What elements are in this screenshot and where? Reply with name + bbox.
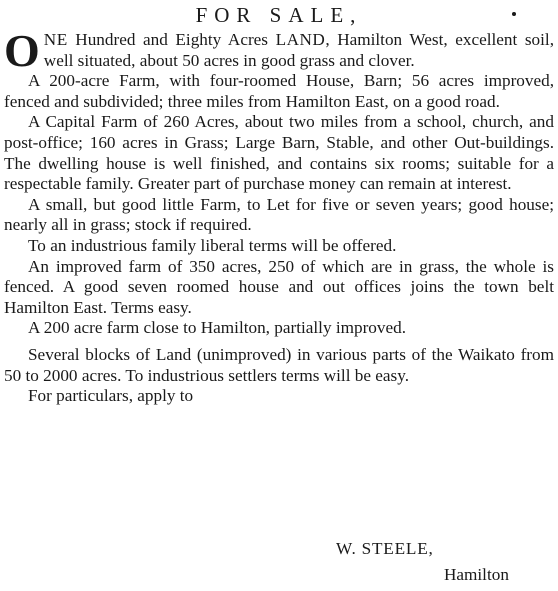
- printers-dot: [512, 12, 516, 16]
- drop-cap: O: [4, 25, 40, 76]
- paragraph-first: [4, 25, 554, 76]
- first-word-caps: NE: [43, 30, 68, 49]
- land-caps: LAND: [275, 30, 326, 49]
- paragraph-200-acre-farm: A 200-acre Farm, with four-roomed House, Barn; 56 acres improved, fenced and subdivided; three miles from Hamilton East, on a good road.: [4, 71, 554, 111]
- paragraph-improved-farm: An improved farm of 350 acres, 250 of which are in grass, the whole is fenced. A good seven roomed house and out offices joins the town belt Hamilton East. Terms easy.: [4, 256, 554, 317]
- paragraph-apply-to: For particulars, apply to: [28, 386, 194, 406]
- signature-name: W. STEELE,: [336, 539, 434, 558]
- signature-block: [0, 539, 558, 589]
- paragraph-small-farm-to-let: A small, but good little Farm, to Let for five or seven years; good house; nearly all in grass; stock if required.: [4, 194, 554, 235]
- paragraph-several-blocks: Several blocks of Land (unimproved) in various parts of the Waikato from 50 to 2000 acres. To industrious settlers terms will be easy.: [4, 344, 554, 385]
- first-paragraph-text-a: Hundred and Eighty Acres: [67, 30, 276, 49]
- advertisement-body: [4, 25, 554, 407]
- signature-place: Hamilton: [444, 565, 509, 584]
- first-paragraph-text-b: , Hamilton West, excellent soil, well situated, about 50 acres in good grass and clover.: [43, 30, 554, 70]
- paragraph-liberal-terms: To an industrious family liberal terms will be offered.: [28, 235, 397, 255]
- paragraph-capital-farm: A Capital Farm of 260 Acres, about two miles from a school, church, and post-office; 160 acres in Grass; Large Barn, Stable, and other Out-buildings. The dwelling house is well finished, and contains six rooms; suitable for a respectable family. Greater part of purchase money can remain at interest.: [4, 112, 554, 194]
- paragraph-200-acre-close: A 200 acre farm close to Hamilton, partially improved.: [28, 318, 407, 338]
- advertisement-heading: FOR SALE,: [195, 3, 363, 27]
